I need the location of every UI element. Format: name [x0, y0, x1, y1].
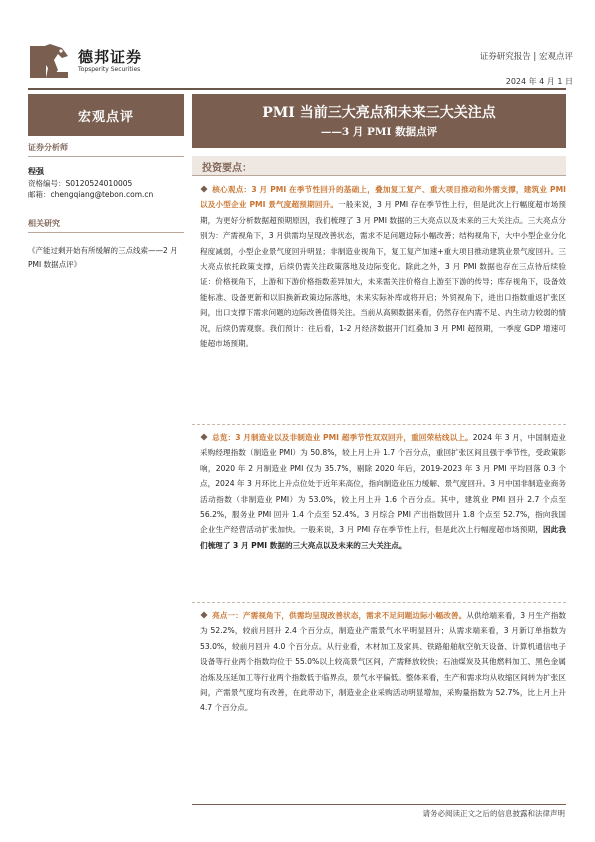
- related-item[interactable]: 《产能过剩开始有所缓解的三点线索——2 月 PMI 数据点评》: [28, 246, 178, 269]
- report-subtitle: ——3 月 PMI 数据点评: [320, 126, 438, 138]
- paragraph-bold-tail: 因此我们梳理了 3 月 PMI 数据的三大亮点以及未来的三大关注点。: [200, 525, 566, 550]
- diamond-bullet-icon: [200, 611, 207, 618]
- diamond-bullet-icon: [200, 185, 207, 192]
- paragraph-lead: 总览：3 月制造业以及非制造业 PMI 超季节性双双回升，重回荣枯线以上。: [212, 433, 473, 442]
- section-heading-bar: [192, 156, 566, 176]
- section-heading: 投资要点：: [202, 163, 252, 174]
- paragraph-body: 从供给端来看，3 月生产指数为 52.2%，较前月回升 2.4 个百分点，制造业产需景气水平明显回升；从需求端来看，3 月新订单指数为 53.0%，较前月回升 4.0 个百分点。从行业看，木材加工及家具、铁路船舶航空航天设备、计算机通信电子设备等行业两个指数均位于 55.0%以上较高景气区间，产需释放较快；石油煤炭及其他燃料加工、黑色金属冶炼及压延加工等行业两个指数低于临界点，景气水平偏低。整体来看，生产和需求均从收缩区间转为扩张区间，产需景气度均有改善，在此带动下，制造业企业采购活动明显增加，采购量指数为 52.7%，比上月上升 4.7 个百分点。: [200, 611, 566, 713]
- diamond-bullet-icon: [200, 433, 207, 440]
- related-list: [28, 244, 184, 272]
- analyst-heading: 证券分析师: [28, 142, 184, 157]
- paragraph-core-view: [200, 182, 566, 351]
- report-title: PMI 当前三大亮点和未来三大关注点: [262, 105, 496, 121]
- category-box: [28, 94, 184, 136]
- cert-label: 资格编号：: [28, 179, 66, 188]
- header-divider: [28, 88, 566, 90]
- paragraph-lead: 核心观点：3 月 PMI 在季节性回升的基础上，叠加复工复产、重大项目推动和外需支撑，建筑业 PMI 以及小型企业 PMI 景气度超预期回升。: [200, 185, 566, 210]
- analyst-cert: [28, 178, 132, 189]
- cert-number: S0120524010005: [65, 179, 133, 188]
- category-label: 宏观点评: [77, 109, 134, 125]
- report-type: 证券研究报告 | 宏观点评: [479, 52, 573, 62]
- footer-disclaimer[interactable]: 请务必阅读正文之后的信息披露和法律声明: [422, 809, 565, 818]
- email-address[interactable]: chengqiang@tebon.com.cn: [50, 190, 154, 199]
- paragraph-highlight-one: [200, 608, 566, 716]
- footer-divider: [192, 804, 566, 805]
- company-name-en: Topsperity Securities: [78, 66, 141, 73]
- analyst-name: 程强: [28, 167, 44, 176]
- related-heading: 相关研究: [28, 218, 184, 233]
- paragraph-body: 2024 年 3 月，中国制造业采购经理指数（制造业 PMI）为 50.8%，较上月上升 1.7 个百分点，重回扩张区间且强于季节性，受政策影响，2020 年 2 月制造业 PMI 仅为 35.7%，剔除 2020 年后，2019-2023 年 3 月 PMI 平均回落 0.3 个点，2024 年 3 月环比上升点位处于近年来高位，指向制造业压力缓解、景气度回升。3 月中国非制造业商务活动指数（非制造业 PMI）为 53.0%，较上月上升 1.6 个百分点。其中，建筑业 PMI 回升 2.7 个点至 56.2%，服务业 PMI 回升 1.4 个点至 52.4%。3 月综合 PMI 产出指数回升 1.8 个点至 52.7%，指向我国企业生产经营活动扩张加快。一般来说，3 月 PMI 存在季节性上行，但是此次上行幅度超市场预期，: [200, 433, 566, 535]
- paragraph-body: 一般来说，3 月 PMI 存在季节性上行，但是此次上行幅度超市场预期，为更好分析数据超预期原因，我们梳理了 3 月 PMI 数据的三大亮点以及未来的三大关注点。三大亮点分别为：产需视角下，3 月供需均呈现改善状态，需求不足问题边际小幅改善；结构视角下，大中小型企业分化程度减弱，小型企业景气度回升明显；非制造业视角下，复工复产加速+重大项目推动建筑业景气度回升。三大亮点依托政策支撑，后续仍需关注政策落地及边际变化。除此之外，3 月 PMI 数据也存在三点待后续验证：价格视角下，上游和下游价格指数差异加大，未来需关注价格自上游至下游的传导；库存视角下，设备效能标准、设备更新和以旧换新政策边际落地，未来实际补库或将开启；外贸视角下，进出口指数重返扩张区间，出口支撑下需求问题的边际改善值得关注。当前从高频数据来看，仍然存在内需不足、内生动力较弱的情况，后续仍需观察。我们预计：往后看，1-2 月经济数据开门红叠加 3 月 PMI 超预期，一季度 GDP 增速可能超市场预期。: [200, 200, 566, 349]
- company-name: 德邦证券: [78, 48, 143, 66]
- title-box: [192, 94, 566, 148]
- company-logo-icon: [28, 40, 72, 84]
- section-divider: [192, 602, 566, 603]
- section-divider: [192, 424, 566, 425]
- email-label: 邮箱：: [28, 190, 51, 199]
- paragraph-overview: [200, 430, 566, 553]
- report-date: 2024 年 4 月 1 日: [505, 77, 573, 86]
- analyst-email: [28, 189, 153, 200]
- paragraph-lead: 亮点一：产需视角下，供需均呈现改善状态，需求不足问题边际小幅改善。: [212, 611, 467, 620]
